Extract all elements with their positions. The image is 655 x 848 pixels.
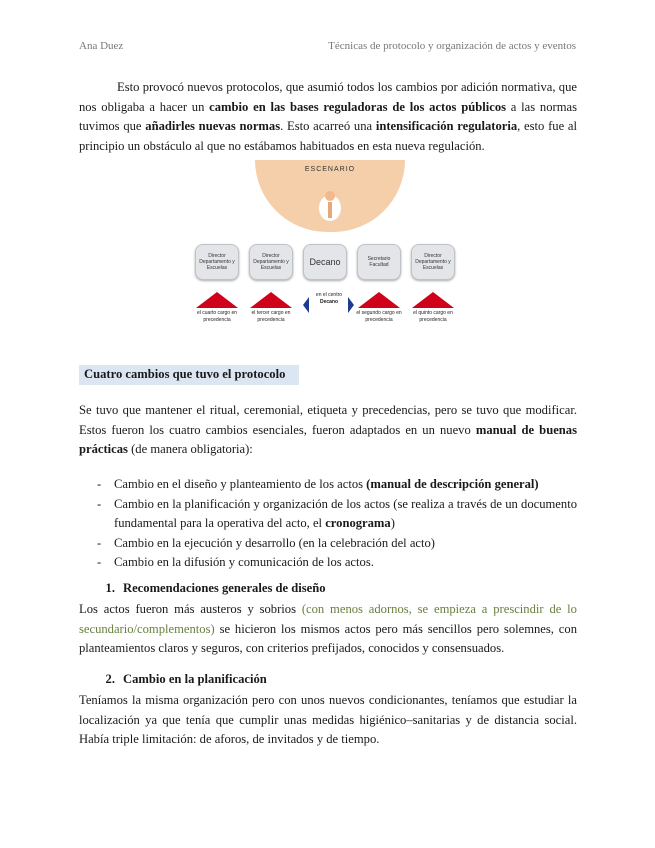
list-item	[79, 495, 577, 534]
stage-label: ESCENARIO	[304, 166, 356, 173]
list-item-text: Cambio en la ejecución y desarrollo (en la celebración del acto)	[114, 535, 435, 550]
precedence-label-2: el tercer cargo en precedencia	[251, 310, 291, 323]
intro-text-1: Esto provocó nuevos protocolos, que asumió todos los cambios por adición normativa, que nos obligaba a hacer un	[79, 80, 577, 114]
intro-text-2: a las normas tuvimos que	[79, 99, 577, 133]
precedence-triangle-2	[250, 292, 292, 308]
subsection-1-heading	[79, 581, 326, 596]
intro-text-4: , esto fue al principio un obstáculo al que no estábamos habituados en esta nueva regulación.	[79, 119, 577, 153]
intro-bold-2: añadirles nuevas normas	[145, 119, 281, 133]
list-item	[79, 475, 577, 495]
changes-list	[79, 475, 577, 573]
section-heading: Cuatro cambios que tuvo el protocolo	[84, 367, 286, 381]
chair-4: Secretario Facultad	[357, 244, 401, 280]
intro-bold-1: cambio en las bases reguladoras de los actos públicos	[209, 99, 507, 114]
center-label	[311, 292, 347, 306]
precedence-triangle-3	[358, 292, 400, 308]
seating-diagram	[195, 160, 465, 340]
arrow-right-icon	[348, 297, 354, 313]
chair-1: Director Departamento y Escuelas	[195, 244, 239, 280]
stage-area	[255, 160, 405, 232]
chair-2: Director Departamento y Escuelas	[249, 244, 293, 280]
list-item-after: )	[390, 516, 395, 530]
sub1-text-1: Los actos fueron más austeros y sobrios	[79, 602, 302, 616]
precedence-triangle-4	[412, 292, 454, 308]
para2-text-1: Se tuvo que mantener el ritual, ceremonial, etiqueta y precedencias, pero se tuvo que modificar. Estos fueron los cuatro cambios esenciales, fueron adaptados en un nuevo	[79, 403, 577, 437]
arrow-left-icon	[303, 297, 309, 313]
precedence-triangle-1	[196, 292, 238, 308]
list-item	[79, 534, 577, 554]
precedence-label-4: el quinto cargo en precedencia	[413, 310, 453, 323]
subsection-2-number: 2.	[105, 672, 115, 686]
list-item-bold: (manual de descripción general)	[366, 477, 539, 491]
list-item-text: Cambio en el diseño y planteamiento de los actos	[114, 477, 367, 491]
intro-paragraph	[79, 78, 577, 156]
chair-decano: Decano	[303, 244, 347, 280]
para2-bold: manual de buenas prácticas	[79, 422, 577, 456]
changes-paragraph	[79, 401, 577, 460]
speaker-figure-icon	[318, 188, 342, 222]
subsection-1-title: Recomendaciones generales de diseño	[123, 581, 326, 595]
sub1-green-text: (con menos adornos, se empieza a prescindir de lo secundario/complementos)	[79, 602, 577, 636]
center-label-top: en el centro	[315, 292, 343, 298]
list-item-text: Cambio en la difusión y comunicación de los actos.	[114, 555, 374, 569]
intro-text-3: . Esto acarreó una	[280, 119, 376, 133]
section-heading-box	[79, 365, 299, 385]
sub1-text-2: se hicieron los mismos actos pero más sencillos pero solemnes, con planteamientos claros y seguros, con criterios prefijados, conocidos y consensuados.	[79, 621, 577, 655]
precedence-label-3: el segundo cargo en precedencia	[356, 310, 402, 323]
precedence-label-1: el cuarto cargo en precedencia	[196, 310, 238, 323]
subsection-1-paragraph	[79, 600, 577, 659]
intro-bold-3: intensificación regulatoria	[375, 119, 518, 133]
header-title: Técnicas de protocolo y organización de actos y eventos	[328, 40, 576, 52]
header-author: Ana Duez	[79, 40, 124, 52]
para2-text-2: (de manera obligatoria):	[127, 442, 253, 456]
subsection-2-heading	[79, 672, 267, 687]
subsection-2-title: Cambio en la planificación	[123, 672, 267, 686]
subsection-2-paragraph: Teníamos la misma organización pero con unos nuevos condicionantes, teníamos que estudiar la localización ya que tenía que cumplir unas medidas higiénico–sanitarias y de distancia social. Había triple limitación: de aforos, de invitados y de tiempo.	[79, 693, 577, 746]
subsection-1-number: 1.	[105, 581, 115, 595]
center-label-bottom: Decano	[319, 299, 339, 305]
list-item	[79, 553, 577, 573]
chair-5: Director Departamento y Escuelas	[411, 244, 455, 280]
list-item-text: Cambio en la planificación y organización de los actos (se realiza a través de un documento fundamental para la operativa del acto, el	[114, 496, 577, 530]
list-item-bold: cronograma	[325, 516, 391, 530]
